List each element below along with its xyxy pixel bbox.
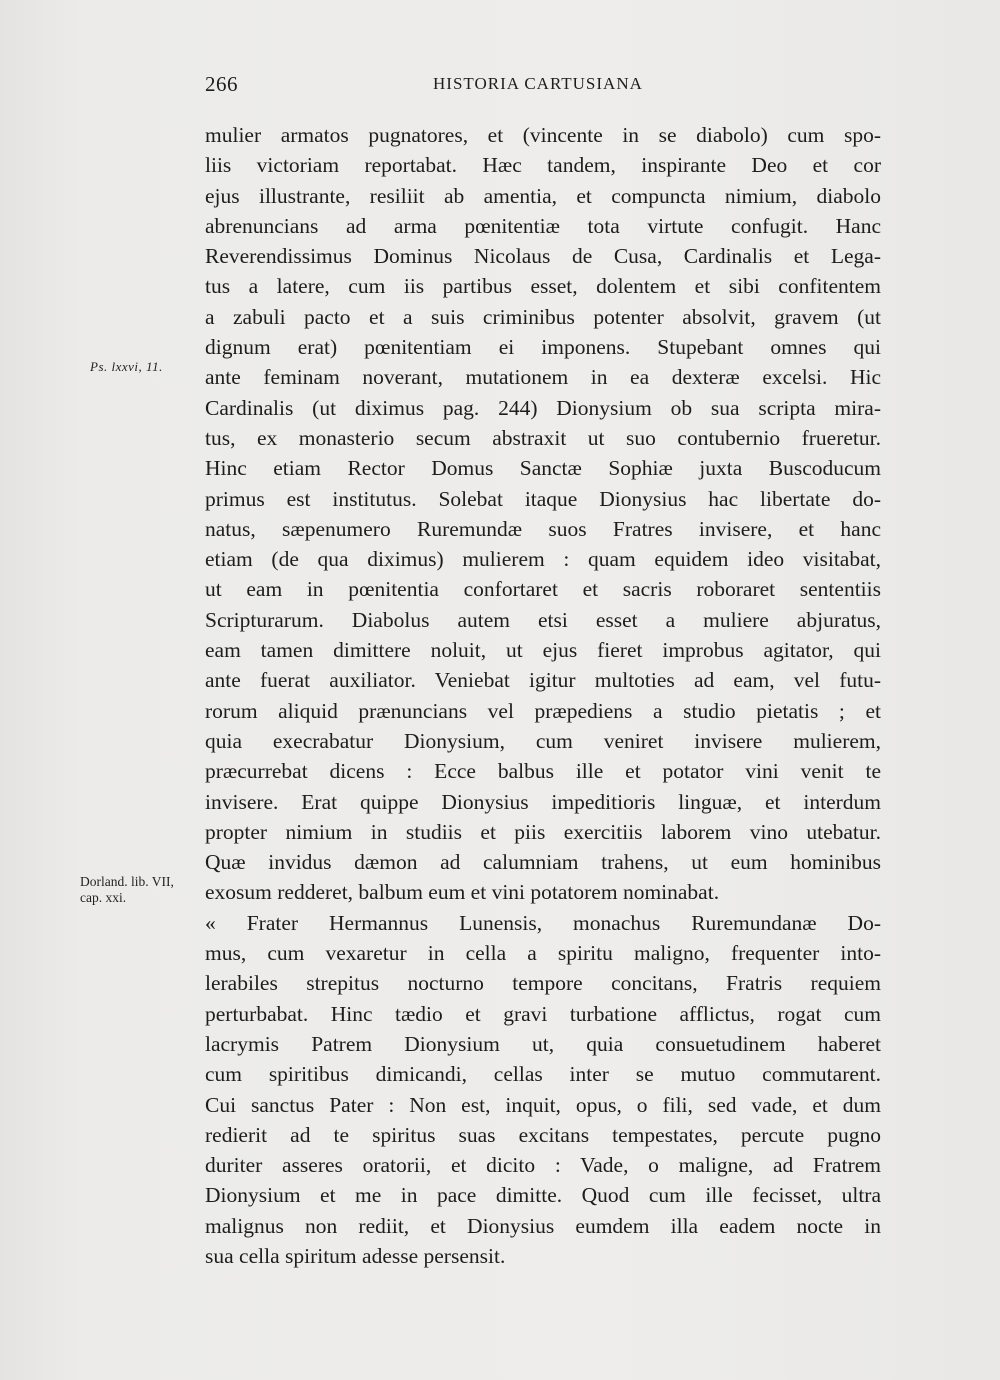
body-text [205, 120, 881, 1271]
running-title: HISTORIA CARTUSIANA [433, 74, 643, 93]
text-line: etiam (de qua diximus) mulierem : quam equidem ideo visitabat, [205, 547, 881, 572]
text-line: Cui sanctus Pater : Non est, inquit, opus, o fili, sed vade, et dum [205, 1092, 881, 1117]
text-line: a zabuli pacto et a suis criminibus potenter absolvit, gravem (ut [205, 304, 881, 329]
text-line: quia execrabatur Dionysium, cum veniret invisere mulierem, [205, 728, 881, 753]
text-line: mus, cum vexaretur in cella a spiritu maligno, frequenter into- [205, 941, 881, 966]
text-line: præcurrebat dicens : Ecce balbus ille et potator vini venit te [205, 759, 881, 784]
text-line: Cardinalis (ut diximus pag. 244) Dionysium ob sua scripta mira- [205, 395, 881, 420]
text-line: lacrymis Patrem Dionysium ut, quia consuetudinem haberet [205, 1031, 881, 1056]
text-line: mulier armatos pugnatores, et (vincente in se diabolo) cum spo- [205, 123, 881, 147]
margin-note-psalm: Ps. lxxvi, 11. [90, 359, 163, 374]
text-line: ejus illustrante, resiliit ab amentia, et compuncta nimium, diabolo [205, 183, 881, 208]
text-line: ut eam in pœnitentia confortaret et sacris roboraret sententiis [205, 577, 881, 602]
text-line: Scripturarum. Diabolus autem etsi esset a muliere abjuratus, [205, 607, 881, 632]
text-line: invisere. Erat quippe Dionysius impeditioris linguæ, et interdum [205, 789, 881, 814]
text-line: Reverendissimus Dominus Nicolaus de Cusa, Cardinalis et Lega- [205, 244, 881, 269]
text-line: dignum erat) pœnitentiam ei imponens. Stupebant omnes qui [205, 335, 881, 360]
margin-note-dorland-line2: cap. xxi. [80, 890, 127, 905]
margin-note-dorland [80, 874, 174, 906]
text-line: primus est institutus. Solebat itaque Dionysius hac libertate do- [205, 486, 881, 511]
text-line: sua cella spiritum adesse persensit. [205, 1243, 506, 1268]
text-line: ante feminam noverant, mutationem in ea dexteræ excelsi. Hic [205, 365, 881, 390]
text-line: abrenuncians ad arma pœnitentiæ tota virtute confugit. Hanc [205, 213, 881, 238]
text-line: cum spiritibus dimicandi, cellas inter se mutuo commutarent. [205, 1062, 881, 1087]
text-line: exosum redderet, balbum eum et vini potatorem nominabat. [205, 880, 720, 905]
text-line: propter nimium in studiis et piis exercitiis laborem vino utebatur. [205, 819, 881, 844]
page-number: 266 [205, 72, 238, 96]
text-line: lerabiles strepitus nocturno tempore concitans, Fratris requiem [205, 971, 881, 996]
text-line: Dionysium et me in pace dimitte. Quod cum ille fecisset, ultra [205, 1183, 881, 1208]
text-line: Quæ invidus dæmon ad calumniam trahens, ut eum hominibus [205, 850, 881, 875]
text-line: perturbabat. Hinc tædio et gravi turbatione afflictus, rogat cum [205, 1001, 881, 1026]
text-line: liis victoriam reportabat. Hæc tandem, inspirante Deo et cor [205, 153, 881, 178]
text-line: « Frater Hermannus Lunensis, monachus Ruremundanæ Do- [205, 910, 881, 935]
text-line: eam tamen dimittere noluit, ut ejus fieret improbus agitator, qui [205, 638, 881, 663]
text-line: malignus non rediit, et Dionysius eumdem illa eadem nocte in [205, 1213, 881, 1238]
text-line: rorum aliquid prænuncians vel præpediens a studio pietatis ; et [205, 698, 881, 723]
text-line: duriter asseres oratorii, et dicito : Vade, o maligne, ad Fratrem [205, 1153, 881, 1178]
text-line: tus a latere, cum iis partibus esset, dolentem et sibi confitentem [205, 274, 881, 299]
text-line: Hinc etiam Rector Domus Sanctæ Sophiæ juxta Buscoducum [205, 456, 881, 481]
text-line: ante fuerat auxiliator. Veniebat igitur multoties ad eam, vel futu- [205, 668, 881, 693]
text-line: natus, sæpenumero Ruremundæ suos Fratres invisere, et hanc [205, 516, 881, 541]
text-line: redierit ad te spiritus suas excitans tempestates, percute pugno [205, 1122, 881, 1147]
margin-note-dorland-line1: Dorland. lib. VII, [80, 874, 174, 889]
text-line: tus, ex monasterio secum abstraxit ut suo contubernio frueretur. [205, 425, 881, 450]
running-head [205, 72, 881, 98]
